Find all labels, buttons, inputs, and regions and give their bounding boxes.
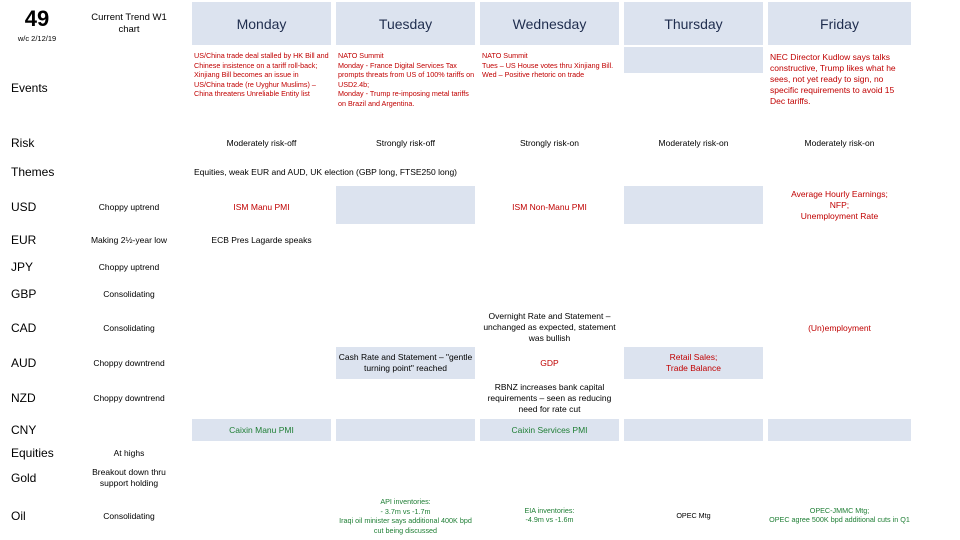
day-header-friday: Friday	[768, 2, 911, 45]
trend-eur: Making 2½-year low	[90, 234, 168, 245]
day-header-tuesday: Tuesday	[336, 2, 475, 45]
row-label-gold: Gold	[11, 471, 37, 485]
row-label-cad: CAD	[11, 321, 37, 335]
grid-cell-events-thursday	[624, 47, 763, 73]
event-wednesday: NATO Summit Tues – US House votes thru Xinjiang Bill. Wed – Positive rhetoric on trade	[482, 51, 614, 79]
grid-cell-usd-thursday	[624, 186, 763, 224]
week-number: 49	[24, 6, 50, 31]
current-trend-heading: Current Trend W1 chart	[91, 12, 167, 35]
oil-wednesday: EIA inventories: -4.9m vs -1.6m	[524, 505, 575, 524]
risk-wednesday: Strongly risk-on	[519, 137, 580, 148]
cad-wednesday: Overnight Rate and Statement – unchanged as expected, statement was bullish	[483, 310, 616, 343]
trend-cad: Consolidating	[103, 322, 155, 333]
oil-thursday: OPEC Mtg	[676, 511, 711, 521]
row-label-equities: Equities	[11, 446, 54, 460]
trend-aud: Choppy downtrend	[93, 357, 165, 368]
usd-monday: ISM Manu PMI	[233, 201, 290, 212]
aud-thursday: Retail Sales; Trade Balance	[666, 352, 721, 373]
risk-thursday: Moderately risk-on	[658, 137, 729, 148]
row-label-eur: EUR	[11, 233, 37, 247]
event-tuesday: NATO Summit Monday - France Digital Services Tax prompts threats from US of 100% tariffs on USD2.4b; Monday - Trump re-imposing metal tariffs on Brazil and Argentina.	[338, 51, 475, 108]
risk-tuesday: Strongly risk-off	[376, 137, 435, 148]
risk-monday: Moderately risk-off	[226, 137, 297, 148]
grid-cell-cny-thursday	[624, 419, 763, 441]
aud-wednesday: GDP	[540, 357, 559, 368]
cny-monday: Caixin Manu PMI	[229, 424, 294, 435]
row-label-gbp: GBP	[11, 287, 37, 301]
row-label-oil: Oil	[11, 509, 26, 523]
trend-usd: Choppy uptrend	[98, 201, 160, 212]
trend-gbp: Consolidating	[103, 288, 155, 299]
row-label-themes: Themes	[11, 165, 55, 179]
week-date: w/c 2/12/19	[17, 34, 57, 43]
grid-cell-usd-tuesday	[336, 186, 475, 224]
trend-nzd: Choppy downtrend	[93, 392, 165, 403]
themes-text: Equities, weak EUR and AUD, UK election (GBP long, FTSE250 long)	[194, 166, 457, 177]
row-label-events: Events	[11, 81, 48, 95]
day-header-wednesday: Wednesday	[480, 2, 619, 45]
grid-cell-cny-friday	[768, 419, 911, 441]
event-monday: US/China trade deal stalled by HK Bill and Chinese insistence on a tariff roll-back; Xinjiang Bill becomes an issue in US/China trade (re Uyghur Muslims) – China threatens Unreliable Entity list	[194, 51, 329, 98]
day-header-thursday: Thursday	[624, 2, 763, 45]
trend-gold: Breakout down thru support holding	[92, 467, 166, 488]
oil-friday: OPEC-JMMC Mtg; OPEC agree 500K bpd additional cuts in Q1	[769, 505, 910, 524]
nzd-wednesday: RBNZ increases bank capital requirements – seen as reducing need for rate cut	[487, 381, 612, 414]
day-header-monday: Monday	[192, 2, 331, 45]
trend-jpy: Choppy uptrend	[98, 261, 160, 272]
row-label-jpy: JPY	[11, 260, 34, 274]
row-label-risk: Risk	[11, 136, 35, 150]
usd-friday: Average Hourly Earnings; NFP; Unemployment Rate	[791, 188, 888, 221]
cny-wednesday: Caixin Services PMI	[511, 424, 588, 435]
row-label-nzd: NZD	[11, 391, 36, 405]
grid-cell-cny-tuesday	[336, 419, 475, 441]
risk-friday: Moderately risk-on	[804, 137, 875, 148]
event-friday: NEC Director Kudlow says talks constructive, Trump likes what he sees, not yet ready to sign, no specific requirements to avoid 15 Dec tariffs.	[770, 52, 896, 106]
trend-oil: Consolidating	[103, 510, 155, 521]
oil-tuesday: API inventories: - 3.7m vs -1.7m Iraqi oil minister says additional 400K bpd cut being discussed	[339, 497, 472, 535]
row-label-aud: AUD	[11, 356, 37, 370]
row-label-usd: USD	[11, 200, 37, 214]
cad-friday: (Un)employment	[808, 322, 871, 333]
aud-tuesday: Cash Rate and Statement – "gentle turning point" reached	[338, 352, 473, 373]
row-label-cny: CNY	[11, 423, 37, 437]
usd-wednesday: ISM Non-Manu PMI	[512, 201, 587, 212]
eur-monday: ECB Pres Lagarde speaks	[211, 234, 312, 245]
trend-equities: At highs	[113, 447, 145, 458]
